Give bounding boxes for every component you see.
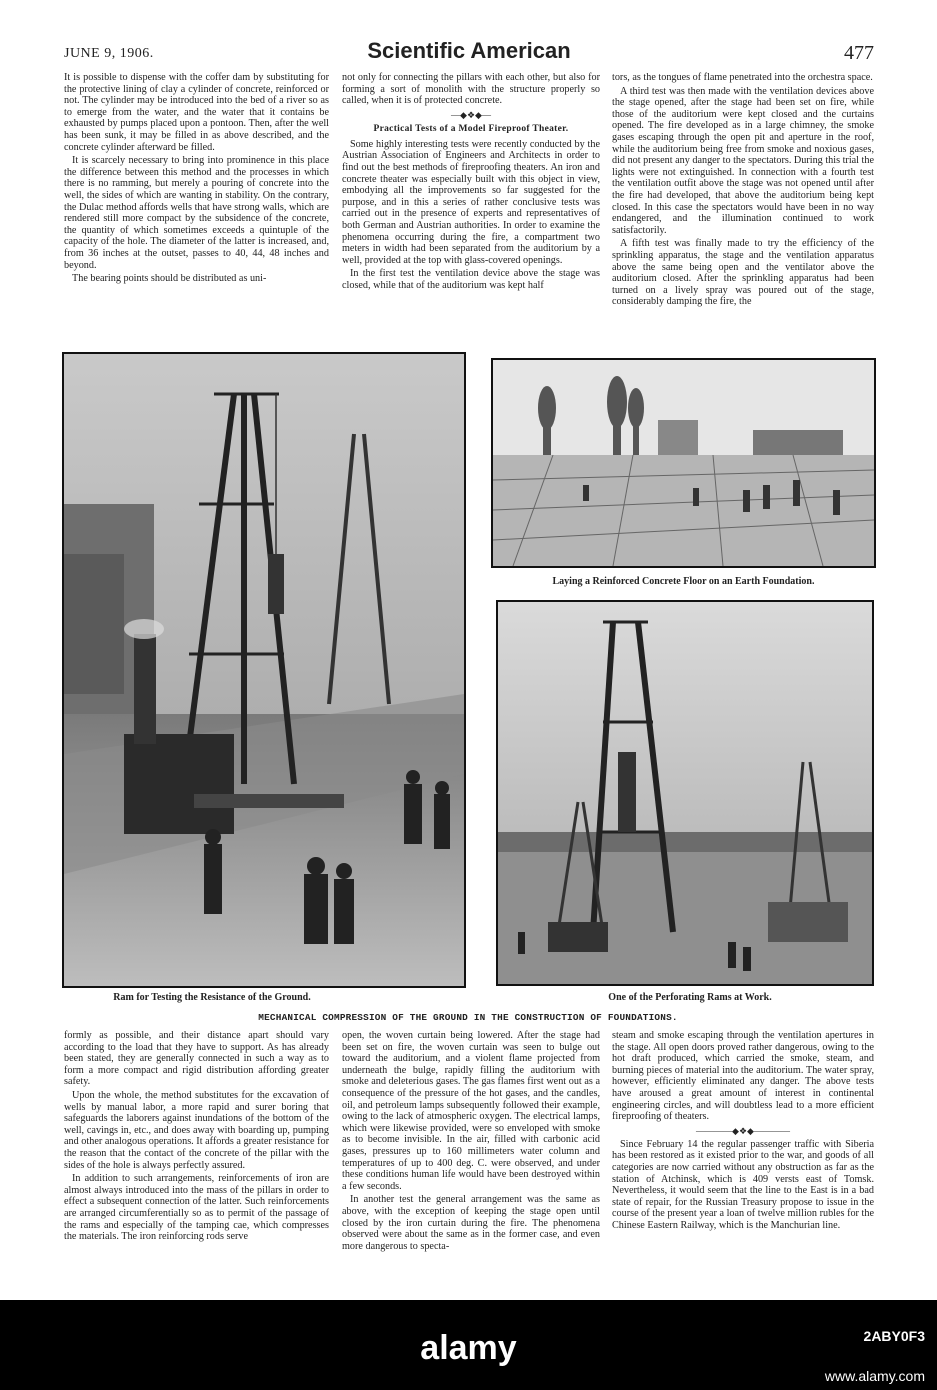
paragraph: Since February 14 the regular passenger traffic with Siberia has been restored as it existed prior to the war, and goods of all categories are now carried without any obstruction as far as the station of Atchinsk, which is 409 versts east of Tomsk. Nevertheless, it would seem that the line to the East is in a bad state of repair, for the Russian Treasury propose to issue in the course of the present year a loan of twelve million rubles for the Chinese Eastern Railway, which is the Manchurian line. bbox=[612, 1138, 874, 1231]
paragraph: steam and smoke escaping through the ventilation apertures in the stage. All open doors proved rather dangerous, owing to the hot draft produced, which carried the smoke, steam, and burning pieces of material into the auditorium. The water spray, however, efficiently eliminated any danger. The above tests have aroused a great amount of interest in continental engineering circles, and will doubtless lead to a more efficient fireproofing of theaters. bbox=[612, 1030, 874, 1123]
bottom-column-3 bbox=[612, 1030, 874, 1234]
paragraph: A third test was then made with the ventilation devices above the stage opened, after the stage had been set on fire, while those of the auditorium were kept closed and the curtains opened. The fire developed as in a large chimney, the smoke gases escaping through the open pit and aperture in the roof, while the auditorium being free from smoke and noxious gases, did not present any danger to the spectators. During this trial the lights were not extinguished. In connection with a fourth test the ventilation outfit above the stage was not opened until after the fire had developed, that above the auditorium being kept closed. In this case the spectators would have been in no way endangered, and the illumination continued to work satisfactorily. bbox=[612, 85, 874, 236]
ram-caption: Ram for Testing the Resistance of the Ground. bbox=[113, 992, 311, 1003]
brand-url: www.alamy.com bbox=[824, 1368, 925, 1384]
ornament-divider: ————◆❖◆———— bbox=[696, 1125, 790, 1136]
top-column-1 bbox=[64, 72, 329, 287]
paragraph: The bearing points should be distributed as uni- bbox=[72, 273, 267, 285]
ornament-divider: —◆❖◆— bbox=[451, 109, 491, 120]
paragraph: In another test the general arrangement was the same as above, with the exception of keeping the stage open until closed by the iron curtain during the fire. The phenomena observed were about the same as in the former case, and even more dangerous to specta- bbox=[342, 1194, 600, 1252]
page-header bbox=[64, 38, 874, 68]
top-column-3 bbox=[612, 72, 874, 310]
paragraph: It is scarcely necessary to bring into prominence in this place the difference between this method and the processes in which there is no ramming, but merely a pouring of concrete into the well, the sides of which are wanting in stability. On the contrary, the Dulac method affords wells that have strong walls, which are rendered still more compact by the subsidence of the concrete, the quantity of which sometimes exceeds a quintuple of the capacity of the hole. The diameter of the latter is increased, and, from 36 inches at the outset, passes to 40, 44, 48 inches and beyond. bbox=[64, 155, 329, 271]
page-number: 477 bbox=[844, 42, 874, 64]
watermark-bar bbox=[0, 1300, 937, 1390]
perforating-ram-photo bbox=[496, 600, 874, 986]
image-id: 2ABY0F3 bbox=[863, 1328, 925, 1344]
paragraph: open, the woven curtain being lowered. After the stage had been set on fire, the woven curtain was seen to bulge out toward the auditorium, and a violent flame projected from underneath the bulge, rapidly filling the auditorium with smoke and deleterious gases. The gas flames first went out as a consequence of the pressure of the hot gases, and the candles, oil, and petroleum lamps subsequently followed their example, owing to the lack of atmospheric oxygen. The electrical lamps, which were likewise provided, were so enveloped with smoke as to become invisible. In the air, filled with carbonic acid gases, pressures up to 160 millimeters water column and temperatures of up to 400 deg. C. were observed, and under these conditions human life would have been destroyed within a few seconds. bbox=[342, 1030, 600, 1192]
ram-illustration bbox=[64, 354, 464, 986]
bottom-column-1 bbox=[64, 1030, 329, 1245]
section-heading: Practical Tests of a Model Fireproof Theater. bbox=[373, 123, 569, 134]
paragraph: not only for connecting the pillars with each other, but also for forming a sort of monolith with the structure properly so called, when it is of protected concrete. bbox=[342, 72, 600, 107]
paragraph: A fifth test was finally made to try the efficiency of the sprinkling apparatus, the stage and the ventilation apparatus above the same being open and the ventilator above the auditorium closed. After the sprinkling apparatus had been turned on a lively spray was poured out of the stage, considerably damping the fire, the bbox=[612, 238, 874, 308]
bottom-column-2 bbox=[342, 1030, 600, 1254]
perforating-ram-caption: One of the Perforating Rams at Work. bbox=[608, 992, 772, 1003]
journal-title: Scientific American bbox=[367, 38, 571, 63]
paragraph: formly as possible, and their distance apart should vary according to the load that they have to support. As has already been stated, they are generally connected in such a way as to form a more compact and rigid distribution affording greater safety. bbox=[64, 1030, 329, 1088]
concrete-floor-illustration bbox=[493, 360, 874, 566]
concrete-floor-photo bbox=[491, 358, 876, 568]
top-column-2 bbox=[342, 72, 600, 294]
paragraph: In the first test the ventilation device above the stage was closed, while that of the auditorium was kept half bbox=[342, 268, 600, 291]
figure-main-caption: MECHANICAL COMPRESSION OF THE GROUND IN THE CONSTRUCTION OF FOUNDATIONS. bbox=[258, 1012, 678, 1023]
concrete-floor-caption: Laying a Reinforced Concrete Floor on an Earth Foundation. bbox=[552, 576, 815, 587]
paragraph: tors, as the tongues of flame penetrated into the orchestra space. bbox=[612, 72, 873, 83]
issue-date: JUNE 9, 1906. bbox=[64, 46, 154, 61]
paragraph: It is possible to dispense with the coffer dam by substituting for the protective lining of clay a cylinder of concrete, reinforced or not. The cylinder may be introduced into the bed of a river so as to emerge from the water, and the water that it contains be exhausted by pumps placed upon a pontoon. Then, after the well has been sunk, it may be filled in as above described, and the concrete cylinder afterward be filled. bbox=[64, 72, 329, 153]
paragraph: Some highly interesting tests were recently conducted by the Austrian Association of Engineers and Architects in order to find out the best methods of fireproofing theaters. An iron and concrete theater was especially built with this object in view, embodying all the improvements so far suggested for the purpose, and in this a series of rather conclusive tests was carried out in the presence of experts and representatives of both German and Austrian authorities. In order to examine the phenomena occurring during the fire, a compartment two meters in width had been separated from the auditorium by a well, provided at the top with glass-covered openings. bbox=[342, 138, 600, 266]
perforating-ram-illustration bbox=[498, 602, 872, 984]
paragraph: In addition to such arrangements, reinforcements of iron are almost always introduced into the mass of the pillars in order to effect a subsequent connection of the latter. Such reinforcements are arranged circumferentially so as to permit of the passage of the rams and especially of the tamping cae, which compresses the materials. The iron reinforcing rods serve bbox=[64, 1173, 329, 1243]
ram-photo bbox=[62, 352, 466, 988]
paragraph: Upon the whole, the method substitutes for the excavation of wells by manual labor, a more rapid and surer boring that safeguards the laborers against inundations of the bottom of the well, cavings in, etc., and does away with boarding up, pumping and other analogous operations. It affords a greater resistance for the reason that the contact of the concrete of the pillar with the sides of the hole is always perfectly assured. bbox=[64, 1089, 329, 1171]
brand-logo: alamy bbox=[420, 1329, 517, 1367]
